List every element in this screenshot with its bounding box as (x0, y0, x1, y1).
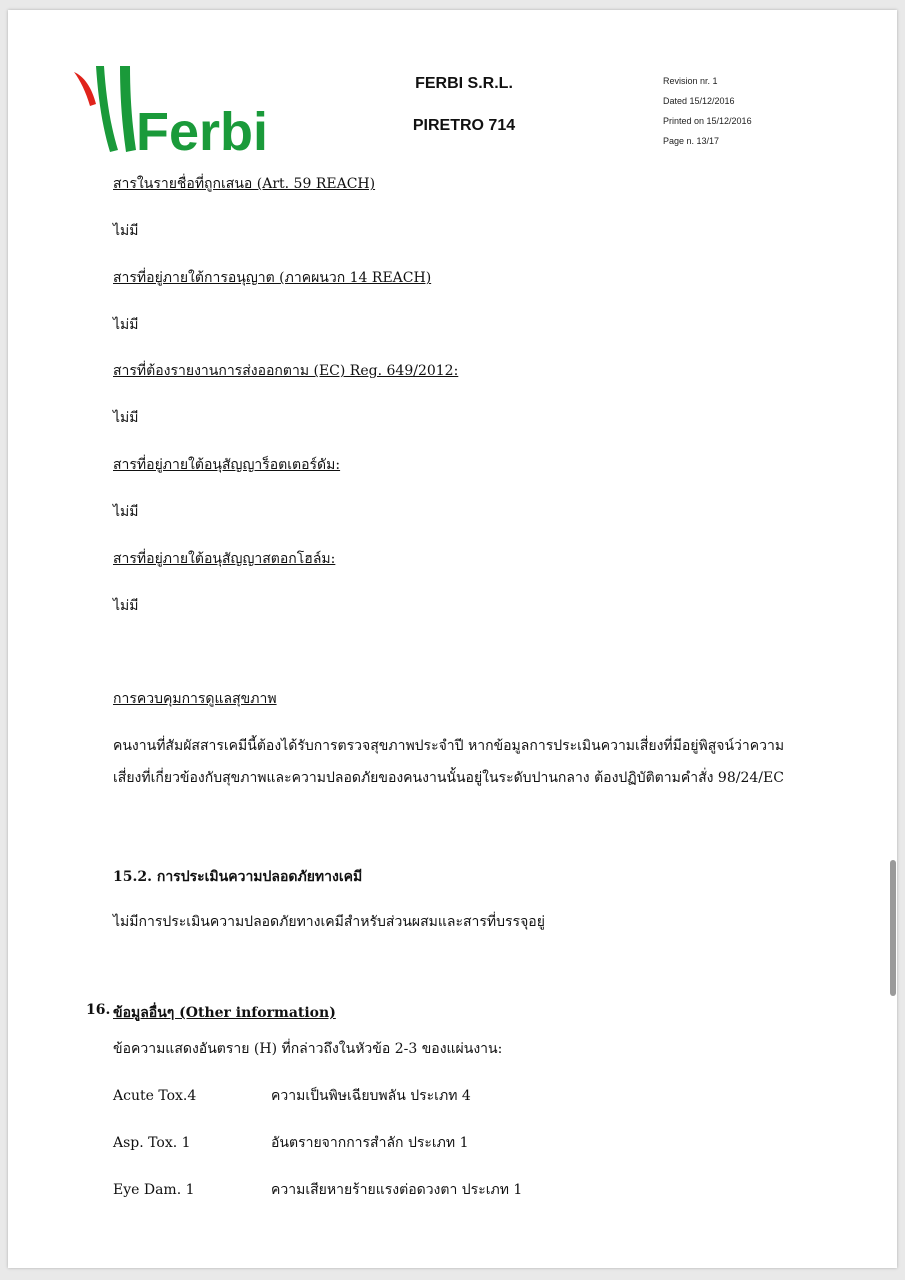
header-meta (663, 71, 752, 151)
hazard-code: Eye Dam. 1 (113, 1182, 195, 1198)
export-value: ไม่มี (113, 410, 139, 426)
section-16-heading: ข้อมูลอื่นๆ (Other information) (113, 1005, 336, 1021)
hazard-description: อันตรายจากการสำลัก ประเภท 1 (271, 1135, 469, 1151)
logo-green-leaf-2 (120, 66, 136, 152)
health-surveillance-text (113, 730, 873, 794)
hazard-code: Acute Tox.4 (113, 1088, 197, 1104)
dated: Dated 15/12/2016 (663, 96, 735, 106)
health-line-2: เสี่ยงที่เกี่ยวข้องกับสุขภาพและความปลอดภัยของคนงานนั้นอยู่ในระดับปานกลาง ต้องปฏิบัติตามคำสั่ง 98/24/EC (113, 770, 784, 786)
section-15-2-heading: 15.2. การประเมินความปลอดภัยทางเคมี (113, 869, 363, 885)
hazard-code: Asp. Tox. 1 (113, 1135, 191, 1151)
vertical-scrollbar[interactable] (890, 860, 896, 996)
document-page (8, 10, 897, 1268)
hazard-description: ความเสียหายร้ายแรงต่อดวงตา ประเภท 1 (271, 1182, 523, 1198)
stockholm-heading: สารที่อยู่ภายใต้อนุสัญญาสตอกโฮล์ม: (113, 551, 336, 567)
logo-text: Ferbi (136, 102, 269, 156)
authorisation-value: ไม่มี (113, 317, 139, 333)
section-16-number: 16. (86, 1002, 111, 1018)
export-heading: สารที่ต้องรายงานการส่งออกตาม (EC) Reg. 649/2012: (113, 363, 459, 379)
company-name: FERBI S.R.L. (415, 75, 513, 92)
page-number: Page n. 13/17 (663, 136, 720, 146)
health-surveillance-heading: การควบคุมการดูแลสุขภาพ (113, 691, 277, 707)
rotterdam-value: ไม่มี (113, 504, 139, 520)
printed: Printed on 15/12/2016 (663, 116, 752, 126)
hazard-description: ความเป็นพิษเฉียบพลัน ประเภท 4 (271, 1088, 471, 1104)
ferbi-logo (74, 66, 270, 156)
logo-red-leaf (74, 72, 96, 106)
hazard-row (113, 1085, 471, 1107)
section-16-intro: ข้อความแสดงอันตราย (H) ที่กล่าวถึงในหัวข้อ 2-3 ของแผ่นงาน: (113, 1041, 503, 1057)
hazard-row (113, 1179, 522, 1201)
health-line-1: คนงานที่สัมผัสสารเคมีนี้ต้องได้รับการตรวจสุขภาพประจำปี หากข้อมูลการประเมินความเสี่ยงที่มีอยู่พิสูจน์ว่าความ (113, 738, 785, 754)
candidate-list-value: ไม่มี (113, 223, 139, 239)
hazard-row (113, 1132, 469, 1154)
product-name: PIRETRO 714 (412, 117, 516, 134)
header-center (388, 70, 540, 154)
revision: Revision nr. 1 (663, 76, 718, 86)
logo-green-leaf-1 (96, 66, 118, 152)
authorisation-heading: สารที่อยู่ภายใต้การอนุญาต (ภาคผนวก 14 REACH) (113, 270, 432, 286)
rotterdam-heading: สารที่อยู่ภายใต้อนุสัญญาร็อตเตอร์ดัม: (113, 457, 341, 473)
candidate-list-heading: สารในรายชื่อที่ถูกเสนอ (Art. 59 REACH) (113, 176, 376, 192)
stockholm-value: ไม่มี (113, 598, 139, 614)
section-15-2-text: ไม่มีการประเมินความปลอดภัยทางเคมีสำหรับส่วนผสมและสารที่บรรจุอยู่ (113, 914, 545, 930)
